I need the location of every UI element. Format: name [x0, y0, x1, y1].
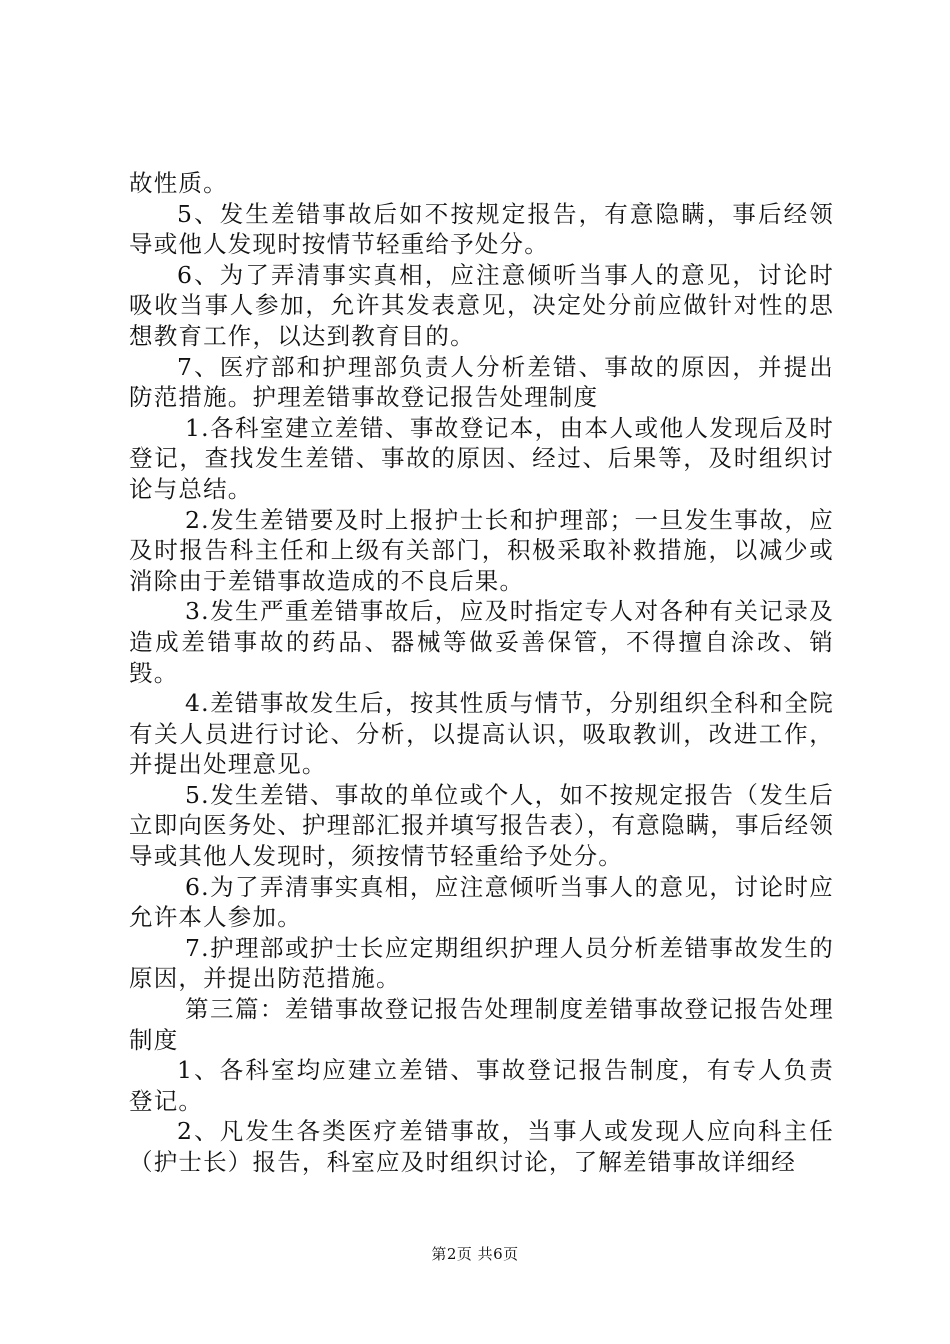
paragraph: 3.发生严重差错事故后，应及时指定专人对各种有关记录及造成差错事故的药品、器械等做妥善保管，不得擅自涂改、销毁。 — [129, 597, 834, 687]
paragraph: 1、各科室均应建立差错、事故登记报告制度，有专人负责登记。 — [129, 1056, 834, 1115]
document-body — [129, 168, 834, 1178]
paragraph: 2、凡发生各类医疗差错事故，当事人或发现人应向科主任（护士长）报告，科室应及时组织讨论，了解差错事故详细经 — [129, 1117, 834, 1176]
paragraph: 故性质。 — [129, 169, 228, 197]
paragraph: 6、为了弄清事实真相，应注意倾听当事人的意见，讨论时吸收当事人参加，允许其发表意见，决定处分前应做针对性的思想教育工作，以达到教育目的。 — [129, 260, 834, 350]
paragraph: 第三篇：差错事故登记报告处理制度差错事故登记报告处理制度 — [129, 995, 834, 1054]
paragraph: 7、医疗部和护理部负责人分析差错、事故的原因，并提出防范措施。护理差错事故登记报告处理制度 — [129, 352, 834, 412]
paragraph: 4.差错事故发生后，按其性质与情节，分别组织全科和全院有关人员进行讨论、分析，以提高认识，吸取教训，改进工作，并提出处理意见。 — [129, 689, 834, 779]
paragraph: 2.发生差错要及时上报护士长和护理部；一旦发生事故，应及时报告科主任和上级有关部门，积极采取补救措施，以减少或消除由于差错事故造成的不良后果。 — [129, 505, 834, 595]
paragraph: 5、发生差错事故后如不按规定报告，有意隐瞒，事后经领导或他人发现时按情节轻重给予处分。 — [129, 199, 834, 259]
paragraph: 6.为了弄清事实真相，应注意倾听当事人的意见，讨论时应允许本人参加。 — [129, 872, 834, 932]
paragraph: 7.护理部或护士长应定期组织护理人员分析差错事故发生的原因，并提出防范措施。 — [129, 933, 834, 993]
paragraph: 5.发生差错、事故的单位或个人，如不按规定报告（发生后立即向医务处、护理部汇报并填写报告表），有意隐瞒，事后经领导或其他人发现时，须按情节轻重给予处分。 — [129, 780, 834, 871]
page-footer: 第2页 共6页 — [431, 1245, 519, 1263]
paragraph: 1.各科室建立差错、事故登记本，由本人或他人发现后及时登记，查找发生差错、事故的原因、经过、后果等，及时组织讨论与总结。 — [129, 413, 834, 503]
